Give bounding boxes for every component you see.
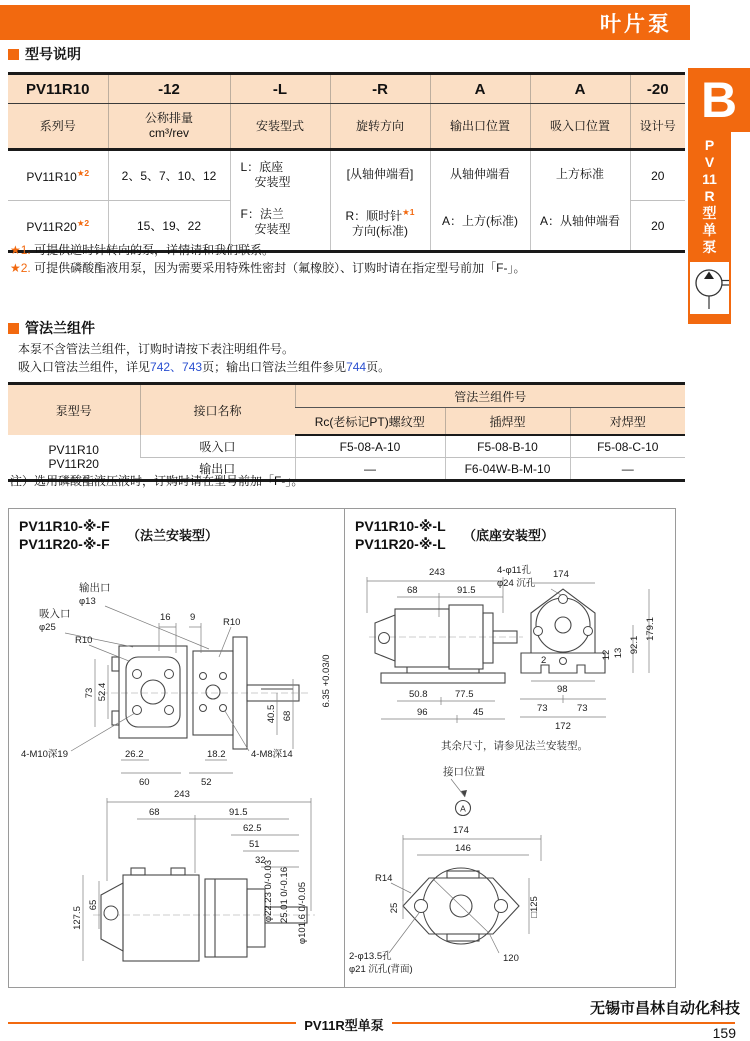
tab-letter: B — [700, 72, 738, 128]
text: L：底座 — [240, 159, 284, 174]
mount-option-f — [231, 198, 330, 245]
hole-callout: 4-φ11孔 — [497, 565, 531, 576]
base-side-view — [367, 567, 523, 723]
inlet-cell — [530, 150, 630, 252]
dim-label: 2 — [541, 655, 547, 666]
dim-label: 73 — [84, 687, 95, 699]
pump-symbol-icon — [690, 262, 729, 312]
tab-char: 11 — [702, 170, 717, 187]
text: 注）选用磷酸酯液压液时，订购时请在型号前加「F-」。 — [10, 474, 304, 488]
dim-label: 26.2 — [125, 749, 144, 760]
footnote-mark: ★2 — [76, 167, 90, 178]
header-row — [8, 384, 685, 408]
label-cell: 安装型式 — [230, 104, 330, 150]
model-code: PV11R10 — [48, 443, 99, 457]
text: 方向(标准) — [352, 223, 408, 238]
tab-char: V — [704, 153, 715, 170]
label-cell: 吸入口位置 — [530, 104, 630, 150]
design-cell: 20 — [630, 150, 685, 201]
model-code: PV11R10-※-F — [19, 518, 110, 534]
dim-label: 68 — [149, 807, 160, 818]
page-ref-link[interactable]: 742、743 — [150, 360, 203, 374]
tab-char: 单 — [702, 221, 717, 238]
table-row — [8, 435, 685, 458]
dim-label: 243 — [174, 789, 190, 800]
displacement-cell: 15、19、22 — [108, 201, 230, 252]
section-tab-label — [688, 132, 731, 260]
dim-label: 25.01 0/-0.16 — [279, 867, 290, 923]
label-row — [8, 104, 685, 150]
dim-label: 62.5 — [243, 823, 262, 834]
text: 本泵不含管法兰组件，订购时请按下表注明组件号。 — [18, 342, 295, 356]
footnote-2 — [10, 259, 525, 276]
outlet-option: A：上方(标准) — [442, 214, 518, 228]
hole-callout: φ21 沉孔(背面) — [349, 964, 413, 975]
outlet-cell — [430, 150, 530, 252]
section-title: 型号说明 — [25, 46, 81, 62]
series-code: PV11R10 — [26, 169, 77, 184]
dim-label: 52 — [201, 777, 212, 788]
code-cell: -L — [230, 74, 330, 104]
dim-label: 179.1 — [645, 617, 656, 641]
port-leaders — [39, 581, 240, 661]
dim-label: 40.5 — [266, 704, 277, 724]
dim-label: R10 — [223, 617, 241, 628]
table-row — [8, 150, 685, 201]
code-row — [8, 74, 685, 104]
footer-rule-right — [392, 1022, 735, 1024]
flange-drawing-title — [19, 517, 110, 553]
series-code: PV11R20 — [26, 219, 77, 234]
page-number: 159 — [712, 1025, 736, 1041]
port-position-view — [349, 765, 541, 975]
section-tab-letter — [688, 68, 750, 132]
dim-label: 120 — [503, 953, 519, 964]
dim-label: 32 — [255, 855, 266, 866]
dim-label: 73 — [537, 703, 548, 714]
footer-rule-left — [8, 1022, 296, 1024]
footnote-text: 可提供逆时针转向的泵，详情请和我们联系。 — [34, 243, 275, 257]
label-cell: 系列号 — [8, 104, 108, 150]
dim-label: 146 — [455, 843, 471, 854]
dim-label: 73 — [577, 703, 588, 714]
pump-symbol-box — [688, 260, 731, 316]
thread-callout: 4-M10深19 — [21, 749, 68, 760]
dim-label: φ101.6 0/-0.05 — [297, 881, 308, 945]
part-no-cell: — — [295, 458, 445, 481]
inlet-label: 吸入口 — [39, 608, 71, 620]
dim-label: φ22.23 0/-0.03 — [263, 859, 274, 923]
hole-callout: φ24 沉孔 — [497, 578, 536, 589]
rotation-common: [从轴伸端看] — [346, 167, 414, 181]
code-cell: -20 — [630, 74, 685, 104]
text: 安装型 — [254, 221, 291, 236]
dim-label: 91.5 — [457, 585, 476, 596]
section-title: 管法兰组件 — [25, 320, 95, 336]
page-ref-link[interactable]: 744 — [346, 360, 367, 374]
label-cell — [108, 104, 230, 150]
part-no-cell: F6-04W-B-M-10 — [445, 458, 570, 481]
dim-label: 16 — [160, 612, 171, 623]
dim-label: 18.2 — [207, 749, 226, 760]
footnote-mark: ★1 — [402, 206, 415, 217]
model-code: PV11R20 — [48, 457, 99, 471]
dim-label: 172 — [555, 721, 571, 732]
base-mount-drawing — [345, 561, 676, 985]
code-cell: -R — [330, 74, 430, 104]
flange-mount-drawing — [9, 561, 343, 985]
dim-label: 68 — [407, 585, 418, 596]
model-code-table — [8, 72, 685, 253]
model-code: PV11R20-※-F — [19, 536, 110, 552]
text: F：法兰 — [240, 206, 284, 221]
port-cell: 输出口 — [140, 458, 295, 481]
dim-label: 174 — [453, 825, 469, 836]
section-heading-flange — [8, 318, 95, 338]
header-group-cell: 管法兰组件号 — [295, 384, 685, 408]
text: 吸入口管法兰组件，详见 — [18, 360, 151, 374]
part-no-cell: F5-08-A-10 — [295, 435, 445, 458]
footnote-text: 可提供磷酸酯液用泵，因为需要采用特殊性密封（氟橡胶）、订购时请在指定型号前加「F-」。 — [34, 261, 526, 275]
dim-label: 127.5 — [72, 906, 83, 930]
dim-label: 96 — [417, 707, 428, 718]
mount-type-label: （法兰安装型） — [127, 528, 219, 543]
see-flange-note: 其余尺寸，请参见法兰安装型。 — [441, 740, 588, 752]
dim-label: 174 — [553, 569, 569, 580]
header-cell: 接口名称 — [140, 384, 295, 436]
mount-option-l — [231, 151, 330, 198]
base-drawing-title — [355, 517, 446, 553]
dim-label: 77.5 — [455, 689, 474, 700]
displacement-cell: 2、5、7、10、12 — [108, 150, 230, 201]
outlet-dia: φ13 — [79, 596, 96, 607]
tab-bottom-bar — [688, 316, 731, 324]
dim-label: 51 — [249, 839, 260, 850]
rotation-option — [331, 198, 430, 245]
code-cell: PV11R10 — [8, 74, 108, 104]
header-cell: 插焊型 — [445, 408, 570, 436]
design-cell: 20 — [630, 201, 685, 252]
dim-label: 13 — [613, 647, 624, 659]
rotation-cell — [330, 150, 430, 252]
dim-label: 52.4 — [97, 682, 108, 702]
flange-part-table — [8, 382, 685, 482]
model-code: PV11R20-※-L — [355, 536, 446, 552]
footnote-mark: ★2. — [10, 261, 31, 275]
outlet-common: 从轴伸端看 — [449, 167, 510, 181]
label-cell: 旋转方向 — [330, 104, 430, 150]
part-no-cell: — — [570, 458, 685, 481]
orange-square-icon — [8, 49, 19, 60]
header-cell: Rc(老标记PT)螺纹型 — [295, 408, 445, 436]
flange-table-note — [10, 472, 303, 489]
label-line: 公称排量 — [144, 111, 193, 125]
dim-label: R14 — [375, 873, 393, 884]
dim-label: 98 — [557, 684, 568, 695]
flange-paragraph-1 — [18, 340, 294, 357]
dim-label: □125 — [529, 896, 540, 918]
port-mark: A — [460, 803, 466, 814]
footnote-mark: ★2 — [76, 217, 90, 228]
section-heading-model — [8, 44, 81, 64]
code-cell: A — [430, 74, 530, 104]
dim-label: 68 — [282, 710, 293, 722]
label-cell: 输出口位置 — [430, 104, 530, 150]
dim-label: 6.35 +0.03/0 — [321, 654, 332, 708]
dim-label: 92.1 — [629, 635, 640, 655]
dim-label: 45 — [473, 707, 484, 718]
inlet-dia: φ25 — [39, 622, 56, 633]
label-cell: 设计号 — [630, 104, 685, 150]
dimension-drawings-panel — [8, 508, 676, 988]
series-cell — [8, 150, 108, 201]
orange-square-icon — [8, 323, 19, 334]
model-code: PV11R10-※-L — [355, 518, 446, 534]
footer-section-label: PV11R型单泵 — [304, 1018, 384, 1033]
port-cell: 吸入口 — [140, 435, 295, 458]
mount-cell — [230, 150, 330, 252]
dim-lines-bottom-of-top-view — [21, 711, 293, 788]
dim-label: R10 — [75, 635, 93, 646]
outlet-label: 输出口 — [79, 582, 111, 594]
dim-lines-top — [84, 612, 332, 749]
dim-label: 91.5 — [229, 807, 248, 818]
code-cell: -12 — [108, 74, 230, 104]
mount-type-label: （底座安装型） — [463, 528, 555, 543]
tab-char: 型 — [702, 204, 717, 221]
pump-side-view-2 — [72, 789, 315, 961]
flange-paragraph-2 — [18, 358, 390, 375]
thread-callout: 4-M8深14 — [251, 749, 293, 760]
banner-title: 叶片泵 — [600, 12, 672, 36]
tab-char: 泵 — [702, 238, 717, 255]
dim-label: 12 — [601, 649, 612, 661]
header-cell: 泵型号 — [8, 384, 140, 436]
part-no-cell: F5-08-B-10 — [445, 435, 570, 458]
dim-label: 50.8 — [409, 689, 428, 700]
pump-side-view — [101, 637, 311, 749]
code-cell: A — [530, 74, 630, 104]
footnote-mark: ★1. — [10, 243, 31, 257]
dim-label: 25 — [389, 902, 400, 914]
page-banner — [0, 5, 690, 40]
text: 安装型 — [254, 174, 291, 189]
dim-label: 60 — [139, 777, 150, 788]
dim-label: 243 — [429, 567, 445, 578]
label-line: cm³/rev — [149, 126, 189, 140]
port-position-label: 接口位置 — [443, 766, 485, 778]
hole-callout: 2-φ13.5孔 — [349, 951, 392, 962]
inlet-option: A：从轴伸端看 — [539, 214, 620, 228]
inlet-common: 上方标准 — [555, 167, 604, 181]
part-no-cell: F5-08-C-10 — [570, 435, 685, 458]
dim-label: 9 — [190, 612, 196, 623]
text: 页。 — [366, 360, 391, 374]
footnote-1 — [10, 241, 274, 258]
tab-char: R — [704, 187, 715, 204]
text: R：顺时针 — [345, 208, 403, 223]
tab-char: P — [704, 136, 715, 153]
header-cell: 对焊型 — [570, 408, 685, 436]
company-name: 无锡市昌林自动化科技 — [589, 1000, 740, 1017]
dim-label: 65 — [88, 899, 99, 911]
text: 页；输出口管法兰组件参见 — [202, 360, 347, 374]
